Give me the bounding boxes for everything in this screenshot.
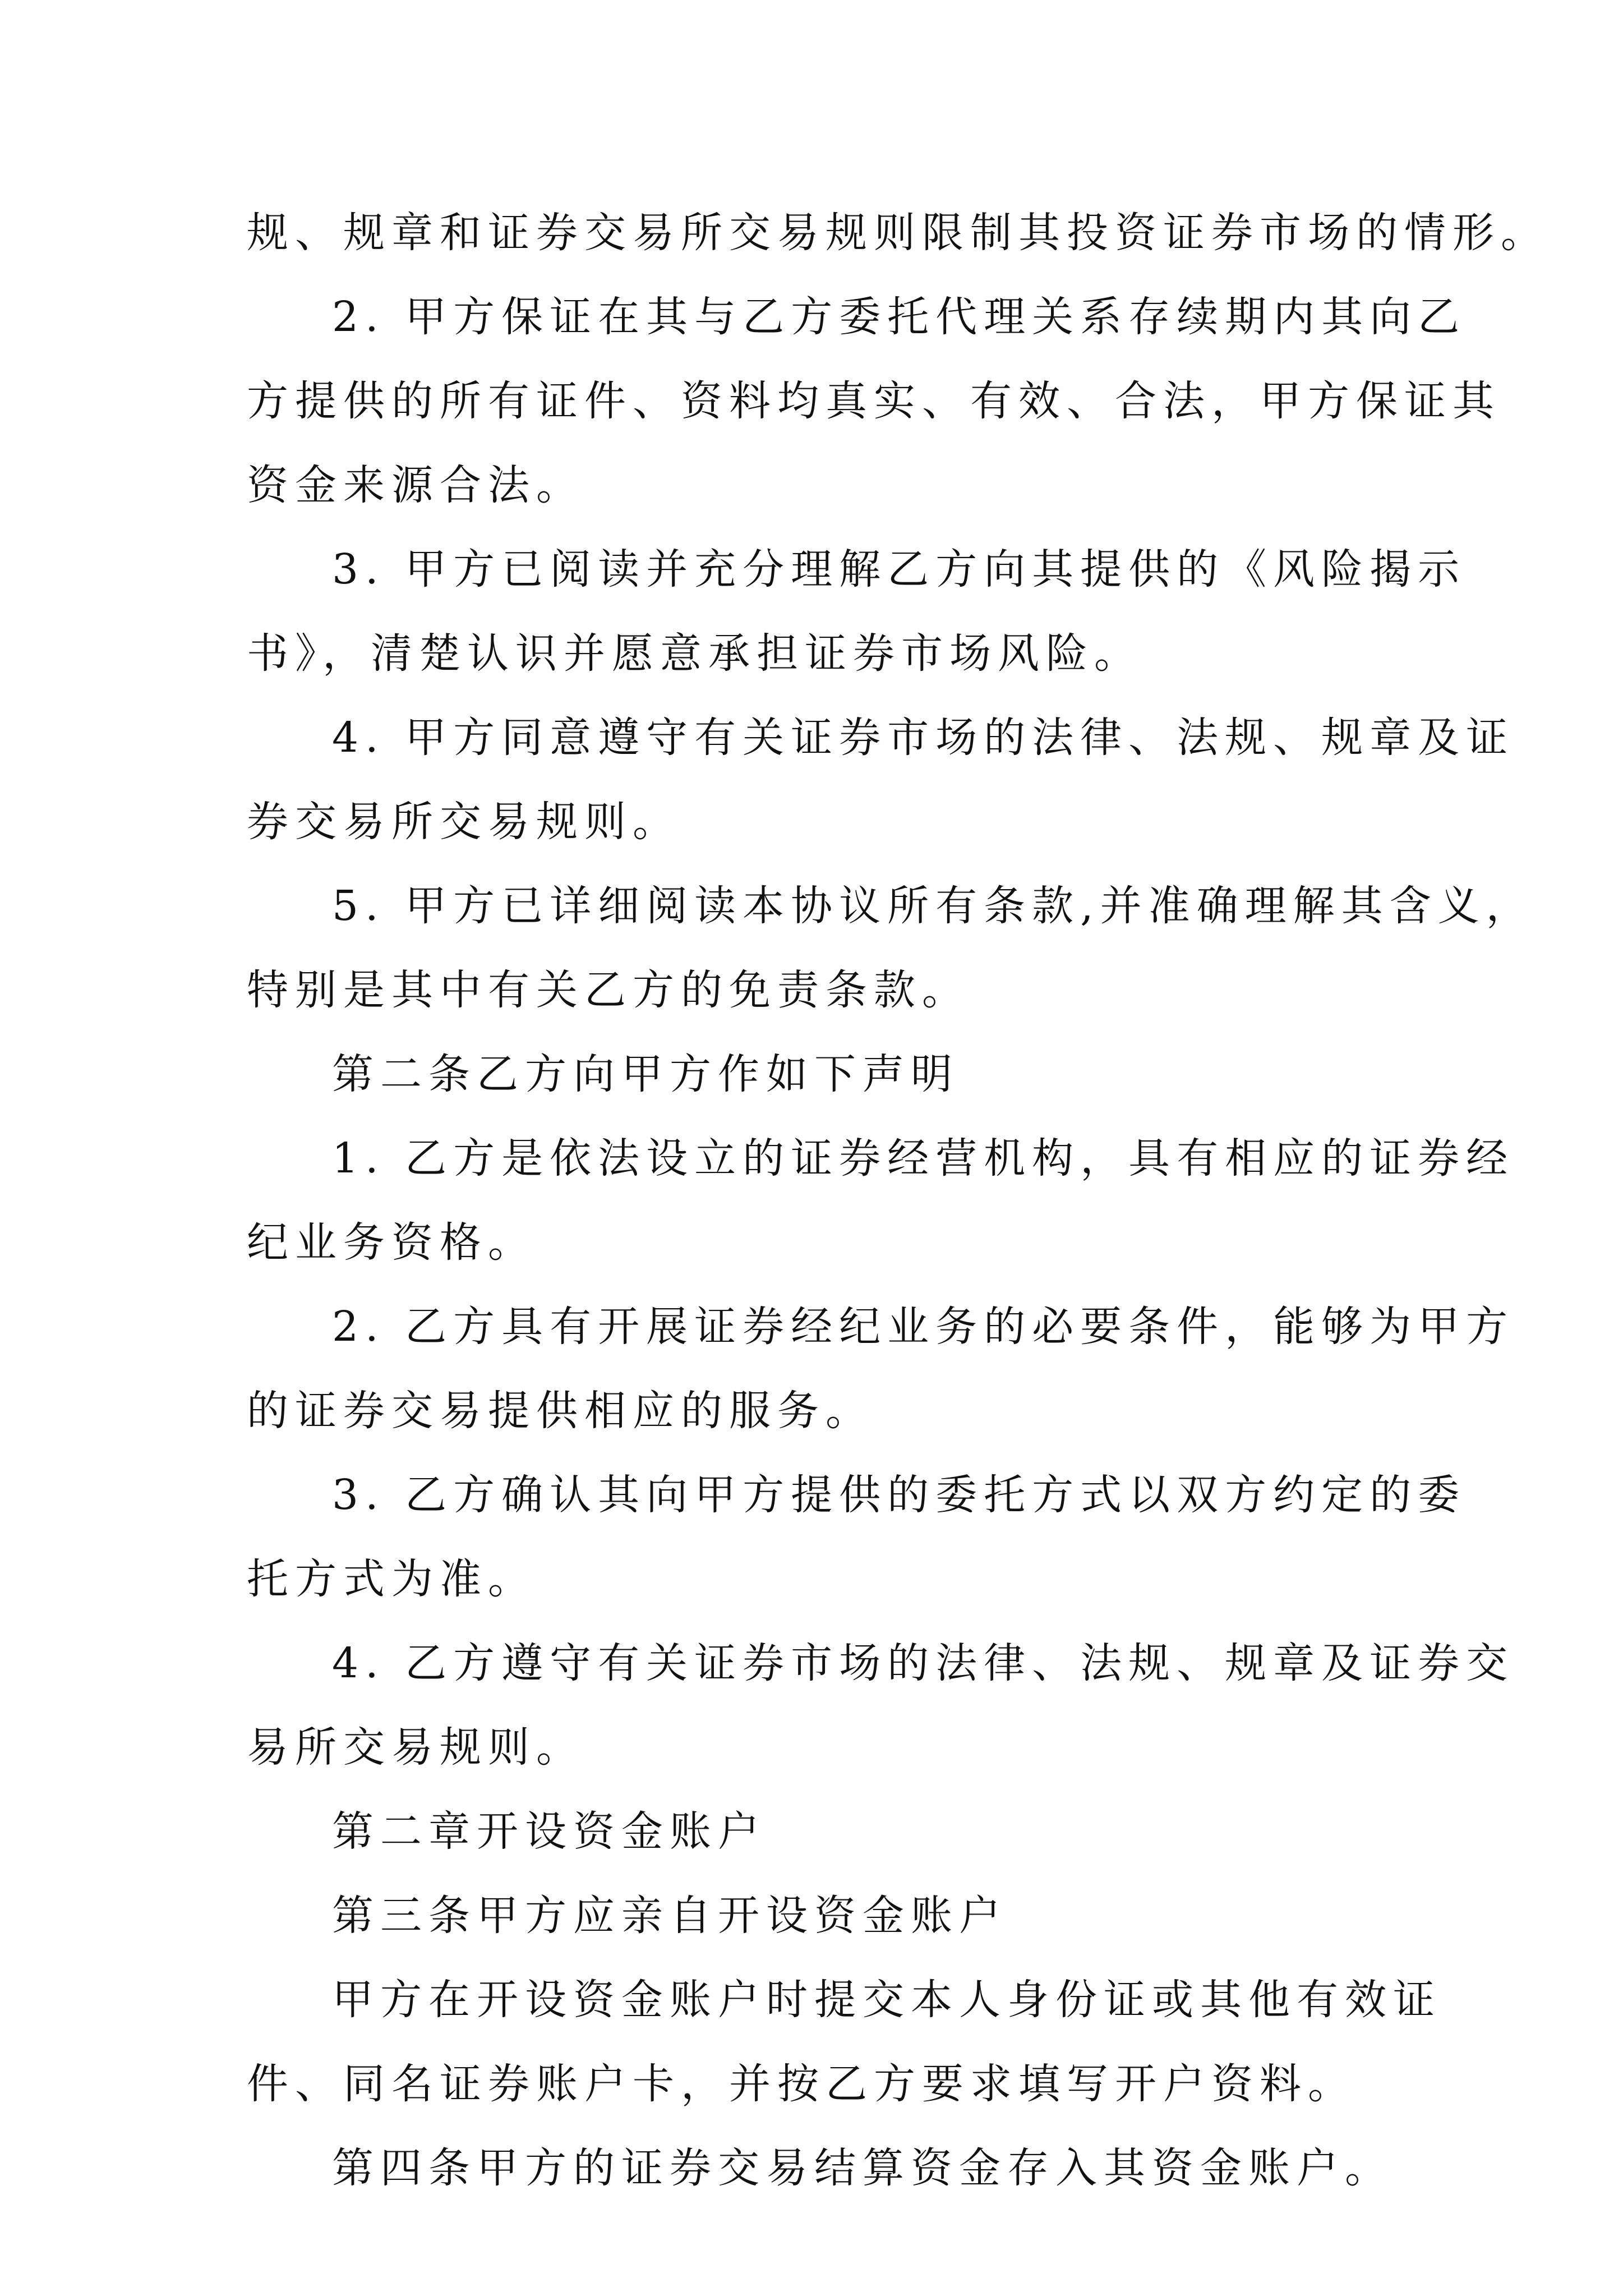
text-line: 资金来源合法。: [247, 461, 584, 509]
text-line: 3. 甲方已阅读并充分理解乙方向其提供的《风险揭示: [332, 545, 1467, 593]
text-line: 件、同名证券账户卡，并按乙方要求填写开户资料。: [247, 2060, 1356, 2108]
paragraph: [247, 1958, 1441, 2126]
text-line: 3. 乙方确认其向甲方提供的委托方式以双方约定的委: [332, 1471, 1467, 1519]
text-line: 规、规章和证券交易所交易规则限制其投资证券市场的情形。: [247, 209, 1549, 257]
section-heading: [247, 1032, 1396, 1116]
paragraph: [247, 275, 1501, 527]
text-line: 书》，清楚认识并愿意承担证券市场风险。: [247, 629, 1142, 678]
text-line: 1. 乙方是依法设立的证券经营机构，具有相应的证券经: [332, 1134, 1515, 1182]
text-line: 第二条乙方向甲方作如下声明: [332, 1050, 959, 1098]
text-line: 2. 乙方具有开展证券经纪业务的必要条件，能够为甲方: [332, 1303, 1515, 1351]
paragraph: [247, 2126, 1396, 2210]
text-line: 第四条甲方的证券交易结算资金存入其资金账户。: [332, 2144, 1393, 2192]
paragraph: [247, 696, 1515, 864]
text-line: 易所交易规则。: [247, 1723, 584, 1772]
text-line: 第二章开设资金账户: [332, 1807, 766, 1856]
text-line: 托方式为准。: [247, 1555, 536, 1603]
paragraph: [247, 1116, 1515, 1285]
document-body: [247, 191, 1549, 2210]
paragraph: [247, 1621, 1515, 1789]
text-line: 4. 乙方遵守有关证券市场的法律、法规、规章及证券交: [332, 1639, 1515, 1687]
text-line: 5. 甲方已详细阅读本协议所有条款,并准确理解其含义，: [332, 882, 1534, 930]
text-line: 甲方在开设资金账户时提交本人身份证或其他有效证: [332, 1976, 1441, 2024]
text-line: 的证券交易提供相应的服务。: [247, 1387, 874, 1435]
paragraph: [247, 864, 1534, 1032]
paragraph: [247, 191, 1549, 275]
text-line: 纪业务资格。: [247, 1218, 536, 1267]
text-line: 特别是其中有关乙方的免责条款。: [247, 966, 970, 1014]
section-heading: [247, 1874, 1396, 1958]
text-line: 第三条甲方应亲自开设资金账户: [332, 1892, 1007, 1940]
paragraph: [247, 1285, 1515, 1453]
text-line: 券交易所交易规则。: [247, 798, 681, 846]
text-line: 2. 甲方保证在其与乙方委托代理关系存续期内其向乙: [332, 293, 1467, 341]
paragraph: [247, 527, 1467, 696]
paragraph: [247, 1453, 1467, 1621]
text-line: 4. 甲方同意遵守有关证券市场的法律、法规、规章及证: [332, 714, 1515, 762]
chapter-heading: [247, 1789, 1396, 1874]
text-line: 方提供的所有证件、资料均真实、有效、合法，甲方保证其: [247, 377, 1501, 425]
